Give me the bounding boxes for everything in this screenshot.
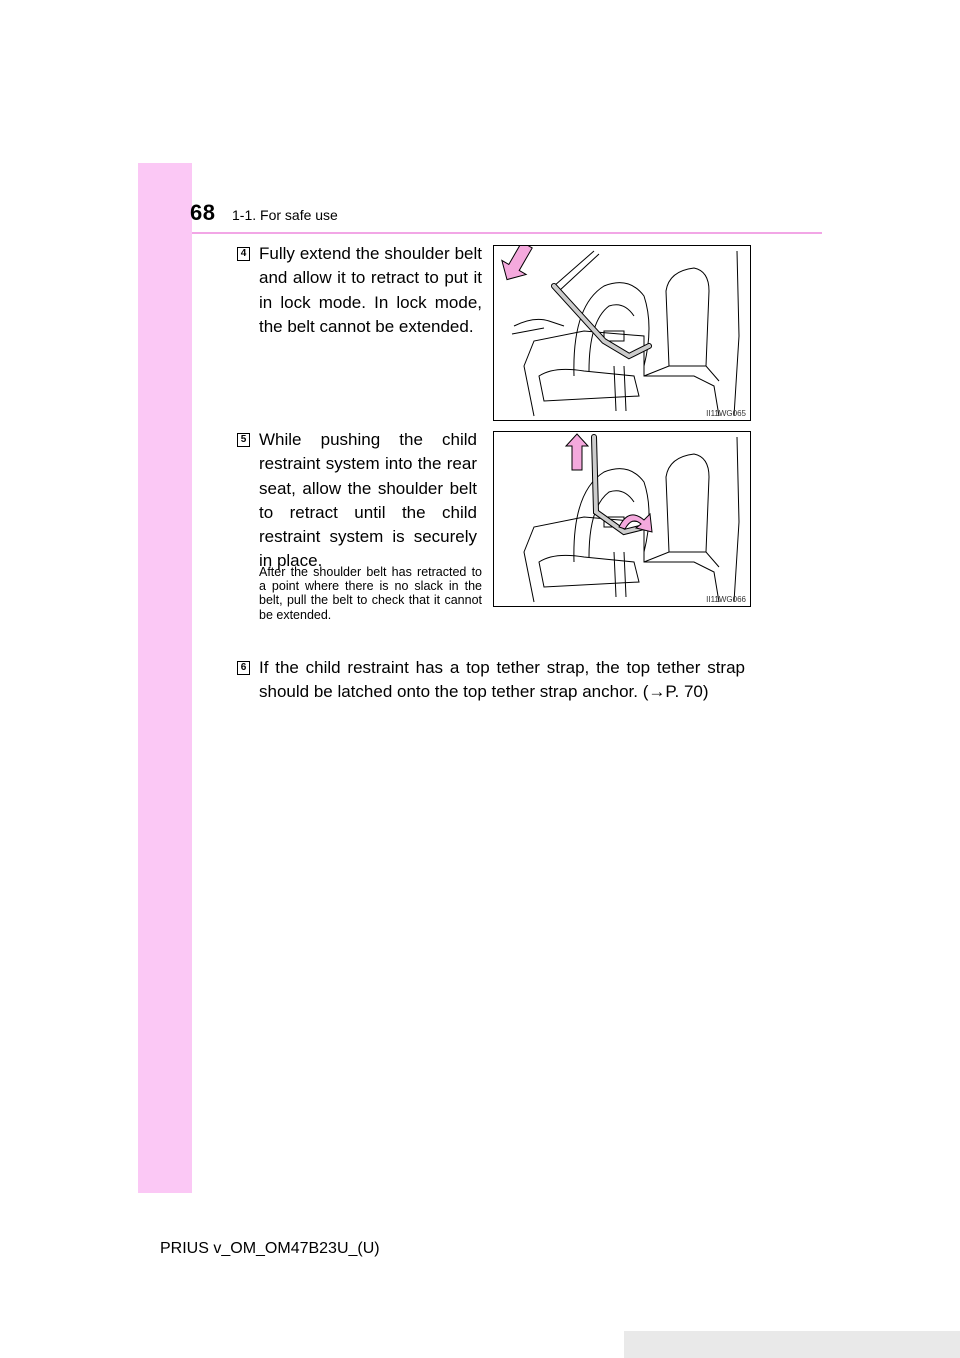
seat-belt-lock-illustration: [494, 246, 750, 420]
figure-code: II11WG065: [706, 409, 746, 418]
step-4-text: Fully extend the shoulder belt and allow it to retract to put it in lock mode. In lock mode, the belt cannot be extended.: [259, 244, 482, 336]
step-5-text: While pushing the child restraint system into the rear seat, allow the shoulder belt to retract until the child restraint system is securely in place.: [259, 430, 477, 571]
step-number-5: 5: [237, 433, 250, 447]
figure-code: II11WG066: [706, 595, 746, 604]
model-code-footer: PRIUS v_OM_OM47B23U_(U): [160, 1240, 380, 1257]
step-number-6: 6: [237, 661, 250, 675]
step-number-4: 4: [237, 247, 250, 261]
watermark-logo: [624, 1331, 960, 1358]
figure-step-5: [493, 431, 751, 607]
side-color-band: [138, 163, 192, 1193]
figure-step-4: [493, 245, 751, 421]
section-title: 1-1. For safe use: [232, 207, 338, 223]
step-6-text-line-1: If the child restraint has a top tether strap, the top tether strap: [259, 658, 745, 677]
page-number: 68: [190, 200, 216, 225]
header-rule: [192, 232, 822, 234]
seat-belt-retract-illustration: [494, 432, 750, 606]
step-6-text-line-2: should be latched onto the top tether strap anchor. (→P. 70): [259, 682, 709, 701]
step-5-note: After the shoulder belt has retracted to a point where there is no slack in the belt, pull the belt to check that it cannot be extended.: [259, 565, 482, 622]
